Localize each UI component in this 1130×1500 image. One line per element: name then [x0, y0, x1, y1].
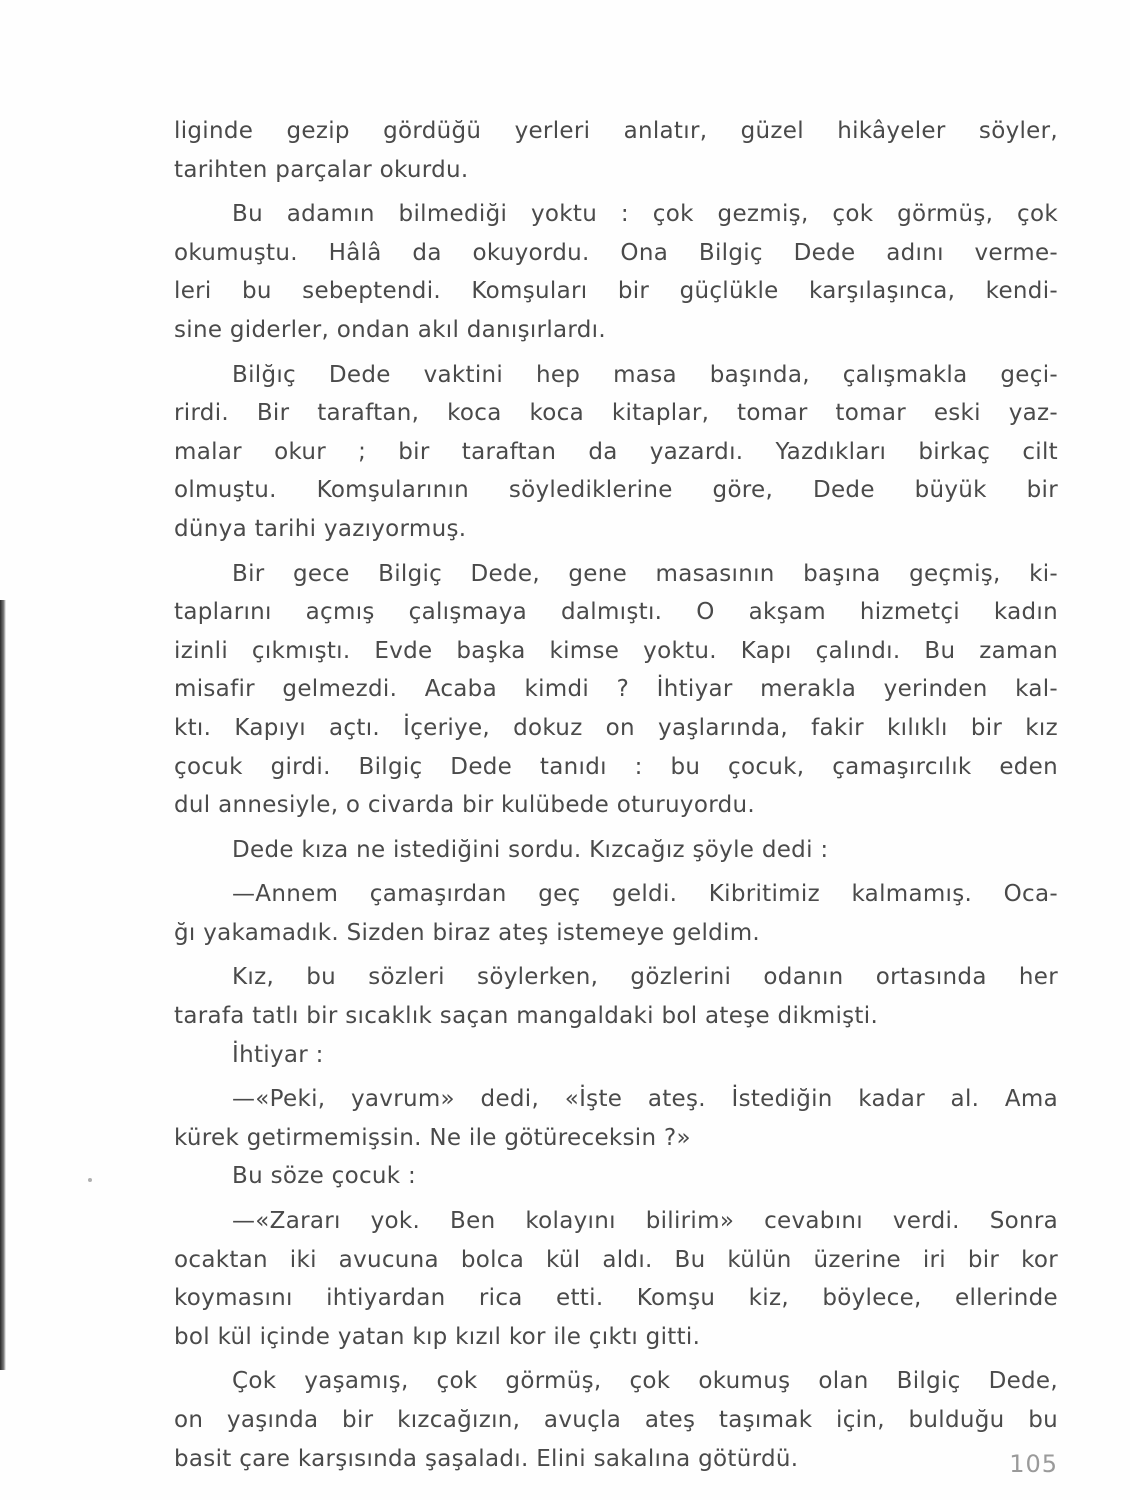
text-line: on yaşında bir kızcağızın, avuçla ateş taşımak için, bulduğu bu — [174, 1407, 1058, 1433]
paper-speck — [88, 1178, 92, 1182]
text-line: dul annesiyle, o civarda bir kulübede oturuyordu. — [174, 792, 755, 819]
text-line: İhtiyar : — [232, 1041, 324, 1068]
text-line: ğı yakamadık. Sizden biraz ateş istemeye geldim. — [174, 919, 761, 946]
text-line: kürek getirmemişsin. Ne ile götüreceksin ?» — [174, 1124, 691, 1151]
text-line: dünya tarihi yazıyormuş. — [174, 515, 467, 542]
text-line: leri bu sebeptendi. Komşuları bir güçlükle karşılaşınca, kendi- — [174, 278, 1058, 305]
text-line: sine giderler, ondan akıl danışırlardı. — [174, 316, 606, 343]
text-line: —«Peki, yavrum» dedi, «İşte ateş. İstediğin kadar al. Ama — [232, 1086, 1058, 1113]
text-line: Bir gece Bilgiç Dede, gene masasının başına geçmiş, ki- — [232, 560, 1058, 587]
text-line: ocaktan iki avucuna bolca kül aldı. Bu külün üzerine iri bir kor — [174, 1246, 1058, 1273]
text-line: Çok yaşamış, çok görmüş, çok okumuş olan Bilgiç Dede, — [232, 1368, 1058, 1395]
text-line: basit çare karşısında şaşaladı. Elini sakalına götürdü. — [174, 1445, 799, 1472]
text-line: malar okur ; bir taraftan da yazardı. Yazdıkları birkaç cilt — [174, 438, 1058, 465]
text-line: Kız, bu sözleri söylerken, gözlerini odanın ortasında her — [232, 964, 1058, 991]
text-line: Bilğıç Dede vaktini hep masa başında, çalışmakla geçi- — [232, 361, 1058, 388]
page-number: 105 — [1009, 1450, 1058, 1478]
text-line: Dede kıza ne istediğini sordu. Kızcağız şöyle dedi : — [232, 836, 829, 863]
text-line: bol kül içinde yatan kıp kızıl kor ile çıktı gitti. — [174, 1323, 701, 1350]
text-line: —«Zararı yok. Ben kolayını bilirim» cevabını verdi. Sonra — [232, 1208, 1058, 1235]
text-line: okumuştu. Hâlâ da okuyordu. Ona Bilgiç Dede adını verme- — [174, 239, 1058, 266]
text-line: Bu söze çocuk : — [232, 1163, 417, 1190]
text-line: liginde gezip gördüğü yerleri anlatır, güzel hikâyeler söyler, — [174, 118, 1058, 144]
text-line: taplarını açmış çalışmaya dalmıştı. O akşam hizmetçi kadın — [174, 599, 1058, 626]
text-line: tarihten parçalar okurdu. — [174, 156, 469, 183]
text-line: izinli çıkmıştı. Evde başka kimse yoktu. Kapı çalındı. Bu zaman — [174, 637, 1058, 664]
text-line: ktı. Kapıyı açtı. İçeriye, dokuz on yaşlarında, fakir kılıklı bir kız — [174, 714, 1058, 741]
text-line: çocuk girdi. Bilgiç Dede tanıdı : bu çocuk, çamaşırcılık eden — [174, 753, 1058, 780]
text-line: Bu adamın bilmediği yoktu : çok gezmiş, çok görmüş, çok — [232, 201, 1058, 228]
text-line: misafir gelmezdi. Acaba kimdi ? İhtiyar merakla yerinden kal- — [174, 676, 1058, 703]
text-line: olmuştu. Komşularının söylediklerine göre, Dede büyük bir — [174, 477, 1058, 504]
body-text — [174, 112, 1058, 1478]
text-line: tarafa tatlı bir sıcaklık saçan mangaldaki bol ateşe dikmişti. — [174, 1003, 879, 1030]
text-line: —Annem çamaşırdan geç geldi. Kibritimiz kalmamış. Oca- — [232, 881, 1058, 908]
text-line: koymasını ihtiyardan rica etti. Komşu kiz, böylece, ellerinde — [174, 1285, 1058, 1312]
text-line: rirdi. Bir taraftan, koca koca kitaplar, tomar tomar eski yaz- — [174, 400, 1058, 427]
binding-edge-shadow — [0, 600, 6, 1370]
